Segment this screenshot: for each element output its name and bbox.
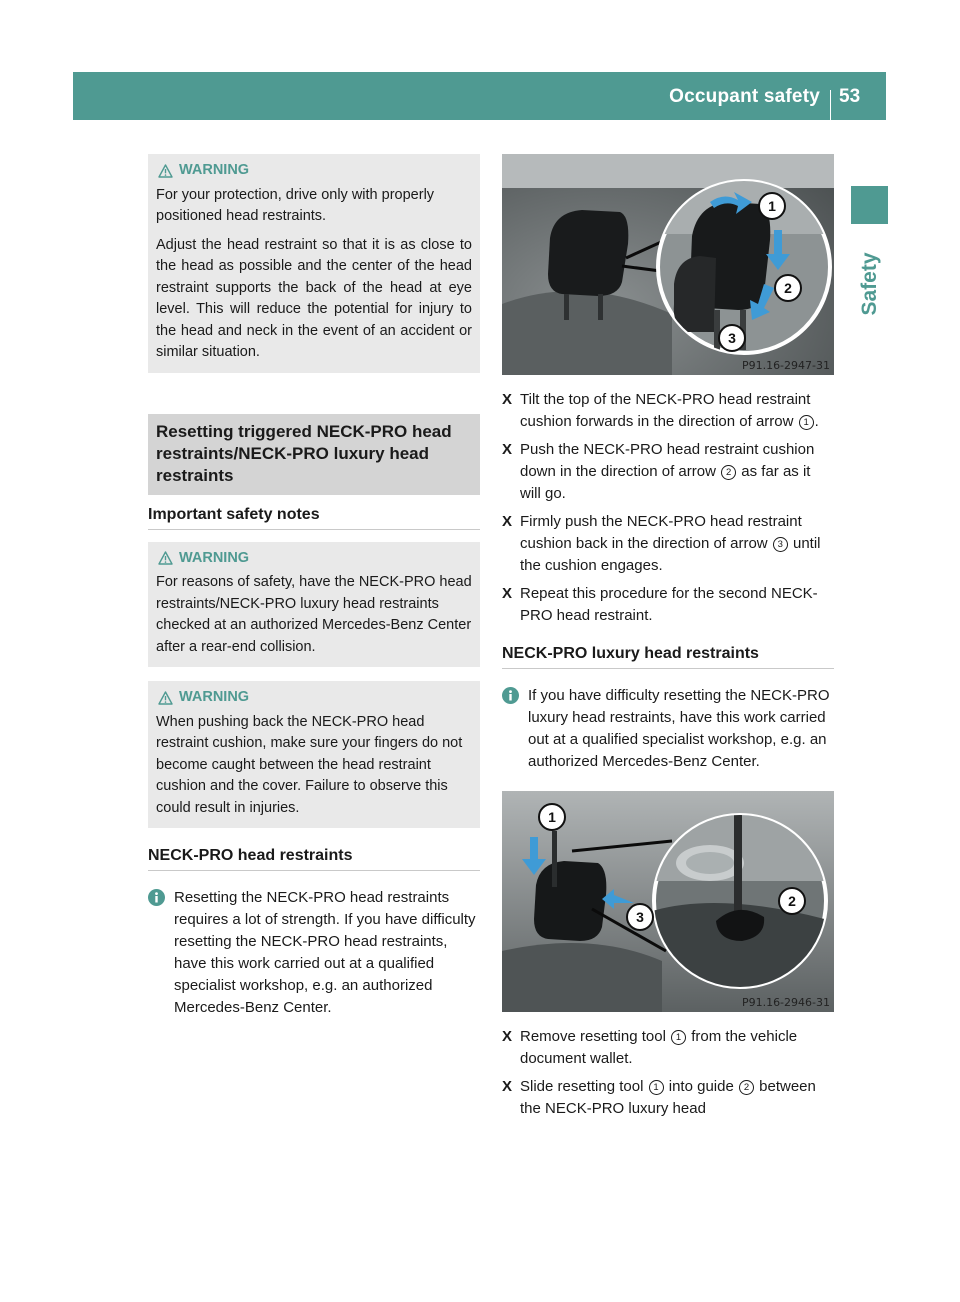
warning-label: WARNING xyxy=(179,162,250,178)
callout-reference: 2 xyxy=(739,1080,754,1095)
info-icon xyxy=(502,687,519,704)
step-text: Remove resetting tool xyxy=(520,1028,671,1045)
side-marker xyxy=(851,186,888,224)
info-text: Resetting the NECK-PRO head restraints requires a lot of strength. If you have difficulty resetting the NECK-PRO head restraints, have this work carried out at a qualified specialist workshop, e.g. an authorized Mercedes-Benz Center. xyxy=(174,889,476,1016)
right-column xyxy=(502,154,834,1126)
step-text: Push the NECK-PRO head restraint cushion down in the direction of arrow xyxy=(520,441,815,480)
warning-box xyxy=(148,542,480,668)
step-text: as far as it will go. xyxy=(520,463,811,502)
info-text: If you have difficulty resetting the NECK-PRO luxury head restraints, have this work carried out at a qualified specialist workshop, e.g. an authorized Mercedes-Benz Center. xyxy=(528,687,830,770)
step-text: Tilt the top of the NECK-PRO head restraint cushion forwards in the direction of arrow xyxy=(520,391,811,430)
warning-triangle-icon xyxy=(158,551,173,565)
info-note xyxy=(502,685,834,773)
callout-3: 3 xyxy=(718,324,746,352)
instruction-step xyxy=(502,1076,834,1120)
warning-header xyxy=(156,548,472,570)
instruction-step xyxy=(502,389,834,433)
warning-text: Adjust the head restraint so that it is as close to the head as possible and the center of the head restraint supports the back of the head at eye level. This will reduce the potential for injury to the head and neck in the event of an accident or similar situation. xyxy=(156,236,472,360)
step-text: Repeat this procedure for the second NECK-PRO head restraint. xyxy=(520,585,818,624)
callout-1: 1 xyxy=(538,803,566,831)
instruction-steps xyxy=(502,389,834,627)
resetting-tool-figure xyxy=(502,791,834,1012)
subsection-heading: NECK-PRO head restraints xyxy=(148,847,480,871)
figure-code: P91.16-2946-31 xyxy=(741,996,830,1009)
instruction-step xyxy=(502,583,834,627)
warning-label: WARNING xyxy=(179,549,250,566)
step-text: Firmly push the NECK-PRO head restraint cushion back in the direction of arrow xyxy=(520,513,802,552)
warning-box xyxy=(148,154,480,373)
warning-label: WARNING xyxy=(179,689,250,705)
step-marker-icon: X xyxy=(502,1078,513,1095)
warning-box xyxy=(148,681,480,828)
chapter-tab xyxy=(851,234,888,334)
warning-text: For reasons of safety, have the NECK-PRO head restraints/NECK-PRO luxury head restraints checked at an authorized Mercedes-Benz Center after a rear-end collision. xyxy=(156,574,472,655)
warning-header xyxy=(156,160,472,182)
figure-code: P91.16-2947-31 xyxy=(741,359,830,372)
step-marker-icon: X xyxy=(502,391,513,408)
header-separator xyxy=(830,90,831,120)
instruction-step xyxy=(502,439,834,505)
callout-reference: 2 xyxy=(721,465,736,480)
callout-reference: 3 xyxy=(773,537,788,552)
section-heading: Resetting triggered NECK-PRO head restraints/NECK-PRO luxury head restraints xyxy=(148,414,480,495)
header-bar xyxy=(73,72,886,120)
step-text: into guide xyxy=(664,1078,738,1095)
warning-text: For your protection, drive only with properly positioned head restraints. xyxy=(156,186,435,224)
head-restraint-figure xyxy=(502,154,834,375)
callout-3: 3 xyxy=(626,903,654,931)
step-text: until the cushion engages. xyxy=(520,535,821,574)
callout-reference: 1 xyxy=(649,1080,664,1095)
warning-triangle-icon xyxy=(158,691,173,705)
info-icon xyxy=(148,889,165,906)
step-marker-icon: X xyxy=(502,513,513,530)
section-title: Occupant safety xyxy=(669,86,820,107)
head-restraint-illustration xyxy=(502,154,834,375)
warning-triangle-icon xyxy=(158,164,173,178)
instruction-steps xyxy=(502,1026,834,1120)
step-text: between the NECK-PRO luxury head xyxy=(520,1078,816,1117)
info-note xyxy=(148,887,480,1019)
step-text: from the vehicle document wallet. xyxy=(520,1028,798,1067)
subsection-heading: NECK-PRO luxury head restraints xyxy=(502,645,834,669)
instruction-step xyxy=(502,511,834,577)
step-text: Slide resetting tool xyxy=(520,1078,648,1095)
callout-reference: 1 xyxy=(671,1030,686,1045)
callout-reference: 1 xyxy=(799,415,814,430)
step-marker-icon: X xyxy=(502,585,513,602)
callout-1: 1 xyxy=(758,192,786,220)
instruction-step xyxy=(502,1026,834,1070)
warning-text: When pushing back the NECK-PRO head restraint cushion, make sure your fingers do not become caught between the head restraint cushion and the cover. Failure to observe this could result in injuries. xyxy=(156,713,463,816)
subsection-heading: Important safety notes xyxy=(148,506,480,530)
step-marker-icon: X xyxy=(502,441,513,458)
page-number: 53 xyxy=(839,86,861,107)
callout-2: 2 xyxy=(774,274,802,302)
chapter-tab-label: Safety xyxy=(857,252,881,316)
callout-2: 2 xyxy=(778,887,806,915)
left-column xyxy=(148,154,480,1019)
warning-header xyxy=(156,687,472,709)
step-text: . xyxy=(814,413,819,430)
step-marker-icon: X xyxy=(502,1028,513,1045)
